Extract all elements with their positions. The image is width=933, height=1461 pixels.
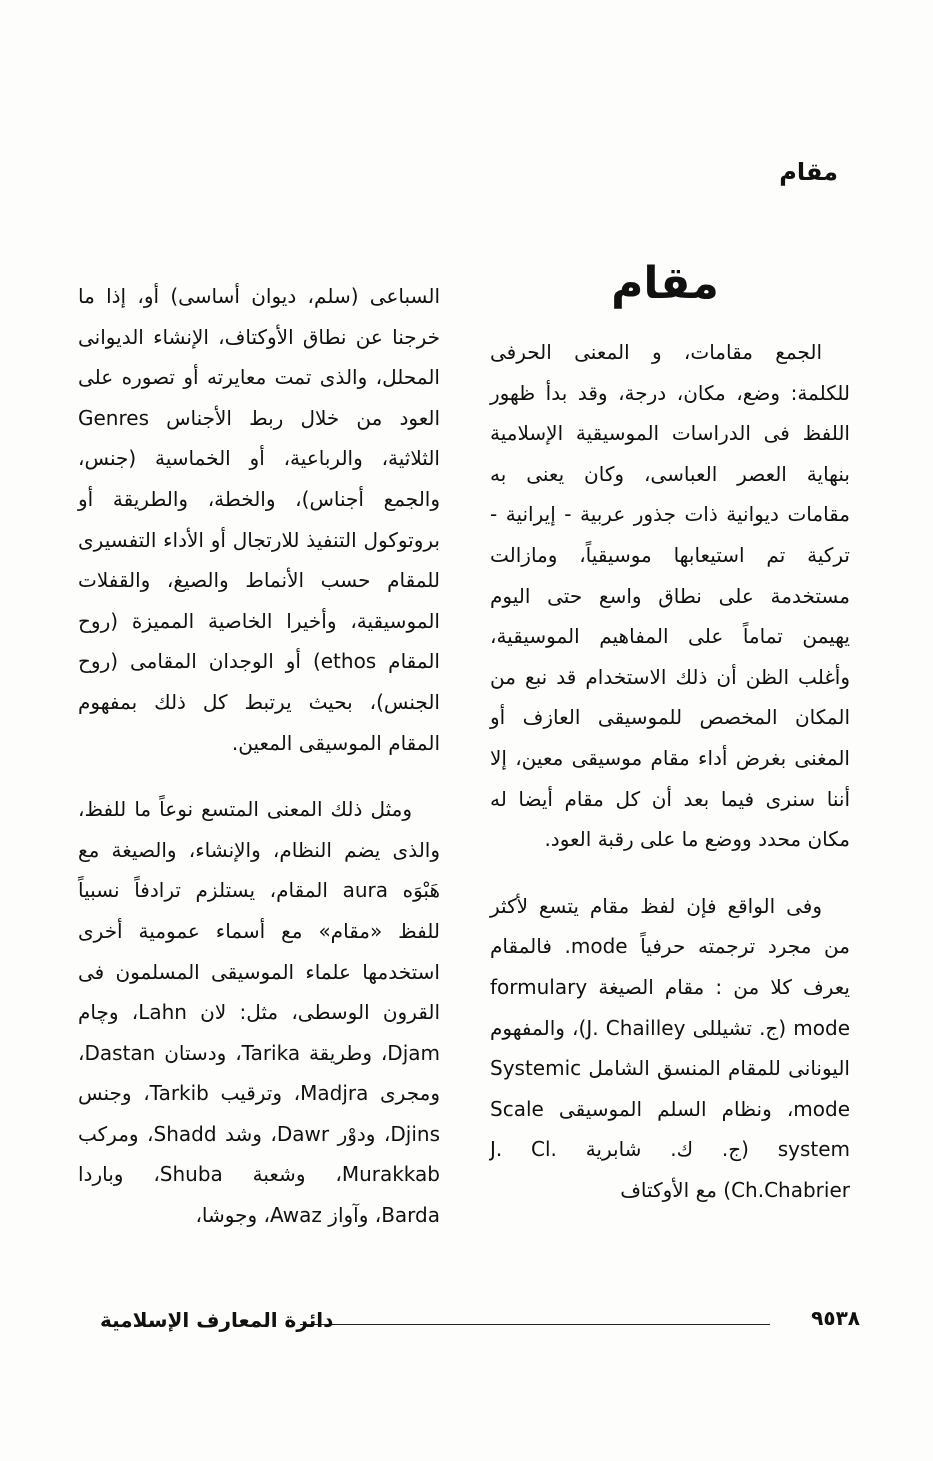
- article-title: مقام: [611, 258, 719, 309]
- paragraph-synonyms: ومثل ذلك المعنى المتسع نوعاً ما للفظ، والذى يضم النظام، والإنشاء، والصيغة مع هَبْوَه aura المقام، يستلزم ترادفاً نسبياً للفظ «مقام» مع أسماء عمومية أخرى استخدمها علماء الموسيقى المسلمون فى القرون الوسطى، مثل: لان Lahn، وچام Djam، وطريقة Tarika، ودستان Dastan، ومجرى Madjra، وترقيب Tarkib، وجنس Djins، ودوْر Dawr، وشد Shadd، ومركب Murakkab، وشعبة Shuba، وباردا Barda، وآواز Awaz، وجوشا،: [78, 797, 441, 1228]
- publication-title: دائرة المعارف الإسلامية: [100, 1308, 334, 1332]
- running-head: مقام: [779, 158, 838, 186]
- footer-divider: [300, 1324, 770, 1325]
- right-text-column: [490, 332, 850, 1236]
- paragraph-continuation: السباعى (سلم، ديوان أساسى) أو، إذا ما خرجنا عن نطاق الأوكتاف، الإنشاء الديوانى المحلل، والذى تمت معايرته أو تصوره على العود من خلال ربط الأجناس Genres الثلاثية، والرباعية، أو الخماسية (جنس، والجمع أجناس)، والخطة، والطريقة أو بروتوكول التنفيذ للارتجال أو الأداء التفسيرى للمقام حسب الأنماط والصيغ، والقفلات الموسيقية، وأخيرا الخاصية المميزة (روح المقام ethos) أو الوجدان المقامى (روح الجنس)، بحيث يرتبط كل ذلك بمفهوم المقام الموسيقى المعين.: [78, 284, 440, 755]
- paragraph-mode-meaning: وفى الواقع فإن لفظ مقام يتسع لأكثر من مجرد ترجمته حرفياً mode. فالمقام يعرف كلا من : مقام الصيغة formulary mode (ج. تشيللى J. Chailley)، والمفهوم اليونانى للمقام المنسق الشامل Systemic mode، ونظام السلم الموسيقى Scale system (ج. ك. شابرية J. Cl. Ch.Chabrier) مع الأوكتاف: [490, 893, 850, 1202]
- page-number: ٩٥٣٨: [811, 1306, 860, 1330]
- page-footer: [100, 1306, 860, 1346]
- paragraph-definition: الجمع مقامات، و المعنى الحرفى للكلمة: وضع، مكان، درجة، وقد بدأ ظهور اللفظ فى الدراسات الموسيقية الإسلامية بنهاية العصر العباسى، وكان يعنى به مقامات ديوانية ذات جذور عربية - إيرانية - تركية تم استيعابها موسيقياً، ومازالت مستخدمة على نطاق واسع حتى اليوم يهيمن تماماً على المفاهيم الموسيقية، وأغلب الظن أن ذلك الاستخدام قد نبع من المكان المخصص للموسيقى العازف أو المغنى بغرض أداء مقام موسيقى معين، إلا أننا سنرى فيما بعد أن كل مقام أيضا له مكان محدد ووضع ما على رقبة العود.: [490, 340, 850, 852]
- left-text-column: [78, 276, 440, 1262]
